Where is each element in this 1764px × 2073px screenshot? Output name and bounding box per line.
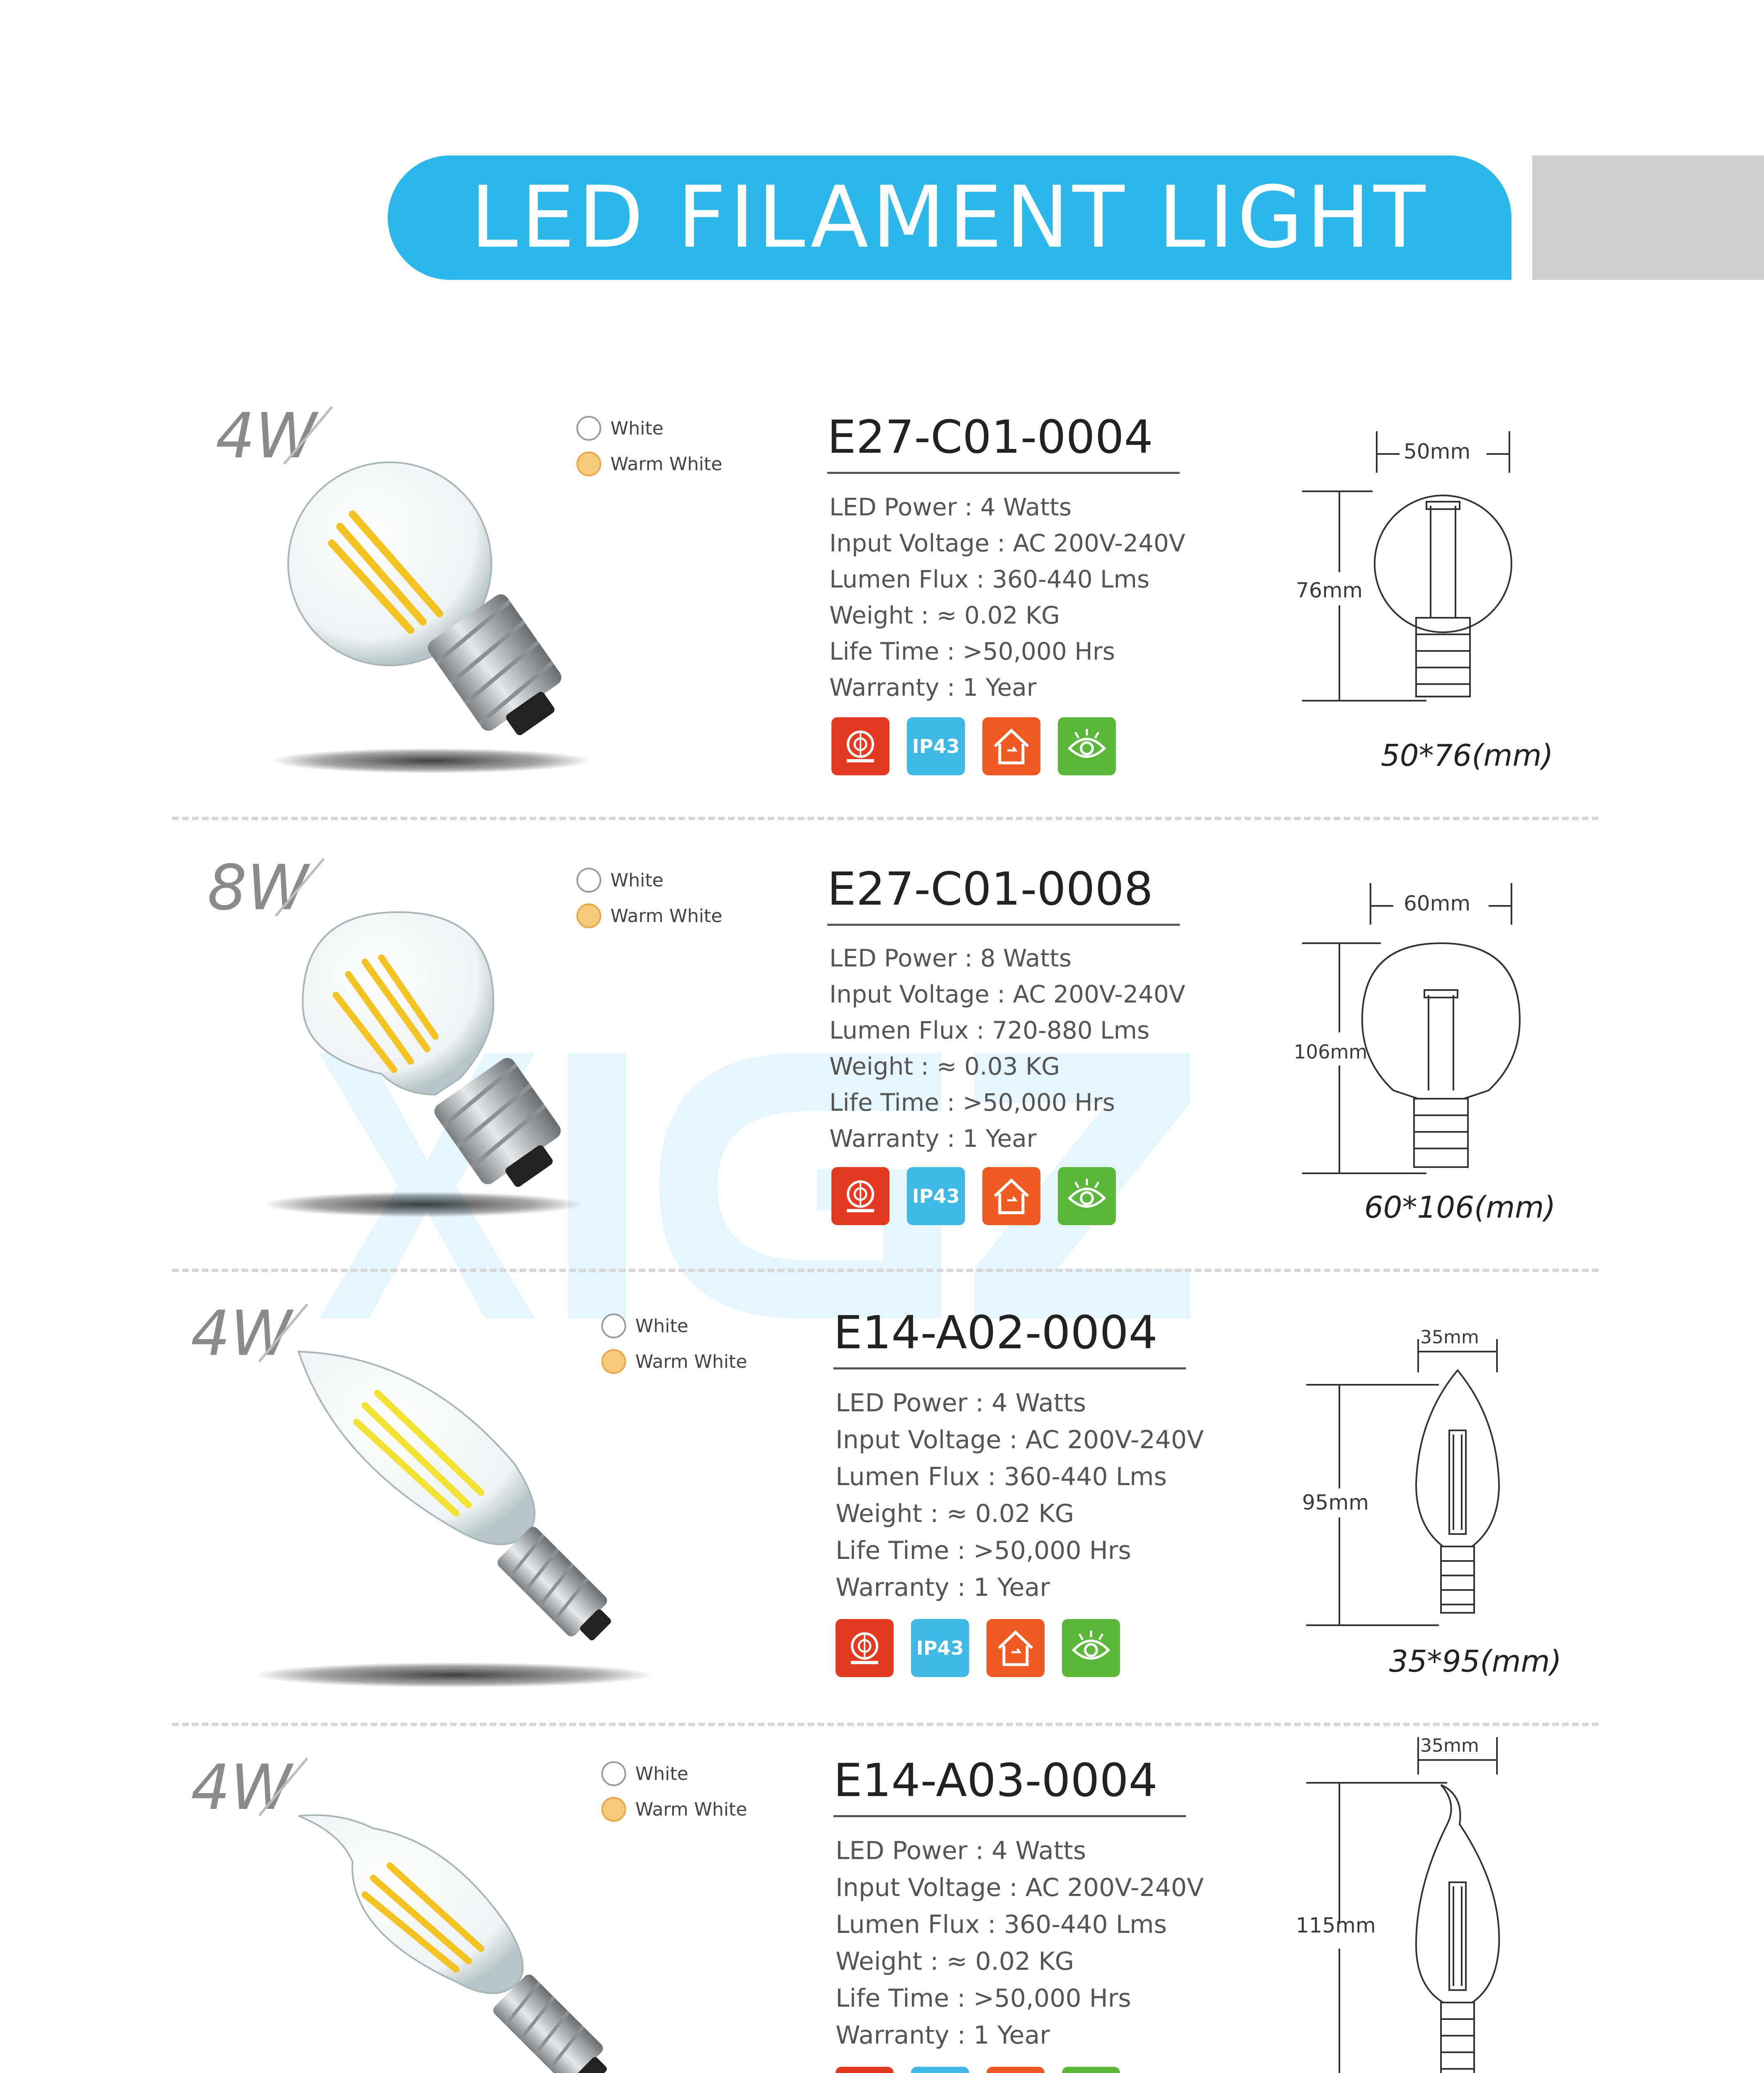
spec-led-power: LED Power : 4 Watts <box>829 493 1072 521</box>
warm-white-label: Warm White <box>635 1351 747 1372</box>
model-number: E27-C01-0004 <box>827 410 1180 474</box>
white-swatch <box>601 1761 626 1786</box>
spec-list <box>829 940 1185 1157</box>
spec-led-power: LED Power : 4 Watts <box>836 1388 1086 1418</box>
wattage-label: 4W <box>191 1752 292 1824</box>
color-legend <box>601 1308 747 1379</box>
warm-white-label: Warm White <box>635 1799 747 1820</box>
spec-input-voltage: Input Voltage : AC 200V-240V <box>829 529 1186 557</box>
bulb-image-globe <box>286 456 601 746</box>
safety-cert-icon <box>836 2067 894 2073</box>
spec-list <box>829 489 1185 706</box>
warm-white-swatch <box>601 1797 626 1822</box>
eye-care-icon <box>1058 1167 1116 1225</box>
model-number: E14-A02-0004 <box>833 1306 1186 1369</box>
warm-white-label: Warm White <box>610 905 722 927</box>
width-label: 35mm <box>1420 1735 1479 1756</box>
spec-weight: Weight : ≈ 0.02 KG <box>829 601 1060 629</box>
indoor-use-icon <box>986 2067 1045 2073</box>
white-swatch <box>601 1313 626 1338</box>
warm-white-label: Warm White <box>610 453 722 475</box>
height-label: 76mm <box>1296 578 1363 602</box>
dimension-drawing-globe <box>1290 423 1555 713</box>
height-label: 115mm <box>1296 1913 1376 1937</box>
indoor-use-icon <box>986 1619 1045 1677</box>
color-legend <box>576 410 722 482</box>
spec-led-power: LED Power : 8 Watts <box>829 944 1072 972</box>
spec-warranty: Warranty : 1 Year <box>836 2021 1050 2050</box>
eye-care-icon <box>1058 717 1116 775</box>
spec-weight: Weight : ≈ 0.02 KG <box>836 1947 1074 1976</box>
spec-list <box>836 1385 1204 1606</box>
certification-icons <box>836 1619 1120 1677</box>
ip43-icon: IP43 <box>907 717 965 775</box>
white-swatch <box>576 416 601 441</box>
dimensions-caption: 35*95(mm) <box>1389 1644 1562 1679</box>
spec-input-voltage: Input Voltage : AC 200V-240V <box>829 980 1186 1008</box>
header-banner <box>388 155 1511 280</box>
bulb-image-flame-tip <box>290 1795 688 2073</box>
bulb-image-candle <box>290 1339 688 1671</box>
indoor-use-icon <box>982 717 1040 775</box>
spec-life-time: Life Time : >50,000 Hrs <box>829 1088 1115 1117</box>
spec-life-time: Life Time : >50,000 Hrs <box>829 637 1115 665</box>
safety-cert-icon <box>831 717 889 775</box>
spec-led-power: LED Power : 4 Watts <box>836 1836 1086 1865</box>
spec-list <box>836 1833 1204 2054</box>
spec-life-time: Life Time : >50,000 Hrs <box>836 1984 1131 2013</box>
warm-white-swatch <box>601 1349 626 1374</box>
dimension-drawing-candle <box>1294 1327 1559 1642</box>
spec-input-voltage: Input Voltage : AC 200V-240V <box>836 1873 1204 1902</box>
width-label: 35mm <box>1420 1327 1479 1348</box>
section-divider <box>172 1269 1599 1272</box>
ip43-icon <box>911 2067 969 2073</box>
spec-lumen-flux: Lumen Flux : 720-880 Lms <box>829 1016 1150 1044</box>
wattage-label: 4W <box>191 1298 292 1370</box>
spec-input-voltage: Input Voltage : AC 200V-240V <box>836 1425 1204 1454</box>
white-label: White <box>635 1315 688 1337</box>
ip43-icon: IP43 <box>911 1619 969 1677</box>
spec-warranty: Warranty : 1 Year <box>829 673 1037 702</box>
certification-icons <box>831 1167 1116 1225</box>
certification-icons <box>831 717 1116 775</box>
height-label: 106mm <box>1294 1041 1368 1063</box>
wattage-label: 8W <box>207 852 309 924</box>
safety-cert-icon <box>836 1619 894 1677</box>
white-swatch <box>576 868 601 893</box>
dimensions-caption: 50*76(mm) <box>1381 738 1553 773</box>
warm-white-swatch <box>576 903 601 928</box>
wattage-label: 4W <box>216 400 317 472</box>
safety-cert-icon <box>831 1167 889 1225</box>
white-label: White <box>610 869 663 891</box>
spec-lumen-flux: Lumen Flux : 360-440 Lms <box>829 565 1150 593</box>
eye-care-icon <box>1062 2067 1120 2073</box>
spec-warranty: Warranty : 1 Year <box>836 1573 1050 1602</box>
spec-life-time: Life Time : >50,000 Hrs <box>836 1536 1131 1565</box>
warm-white-swatch <box>576 451 601 476</box>
dimension-drawing-a-shape <box>1290 875 1555 1190</box>
spec-lumen-flux: Lumen Flux : 360-440 Lms <box>836 1910 1167 1939</box>
height-label: 95mm <box>1302 1490 1369 1515</box>
bulb-shadow <box>265 1192 581 1217</box>
width-label: 50mm <box>1404 439 1471 464</box>
color-legend <box>601 1756 747 1827</box>
model-number: E14-A03-0004 <box>833 1754 1186 1817</box>
section-divider <box>172 1723 1599 1726</box>
bulb-shadow <box>274 748 589 773</box>
dimension-drawing-flame-tip <box>1294 1729 1559 2073</box>
spec-lumen-flux: Lumen Flux : 360-440 Lms <box>836 1462 1167 1491</box>
section-divider <box>172 817 1599 820</box>
indoor-use-icon <box>982 1167 1040 1225</box>
certification-icons <box>836 2067 1120 2073</box>
eye-care-icon <box>1062 1619 1120 1677</box>
page-title: LED FILAMENT LIGHT <box>470 168 1429 267</box>
bulb-image-a-shape <box>278 900 601 1190</box>
spec-warranty: Warranty : 1 Year <box>829 1124 1037 1153</box>
spec-weight: Weight : ≈ 0.02 KG <box>836 1499 1074 1528</box>
model-number: E27-C01-0008 <box>827 862 1180 926</box>
color-legend <box>576 862 722 934</box>
bulb-shadow <box>257 1663 651 1687</box>
width-label: 60mm <box>1404 891 1471 915</box>
ip43-icon: IP43 <box>907 1167 965 1225</box>
dimensions-caption: 60*106(mm) <box>1364 1190 1556 1225</box>
white-label: White <box>635 1763 688 1784</box>
header-grey-tab <box>1532 155 1764 280</box>
white-label: White <box>610 418 663 439</box>
spec-weight: Weight : ≈ 0.03 KG <box>829 1052 1060 1080</box>
